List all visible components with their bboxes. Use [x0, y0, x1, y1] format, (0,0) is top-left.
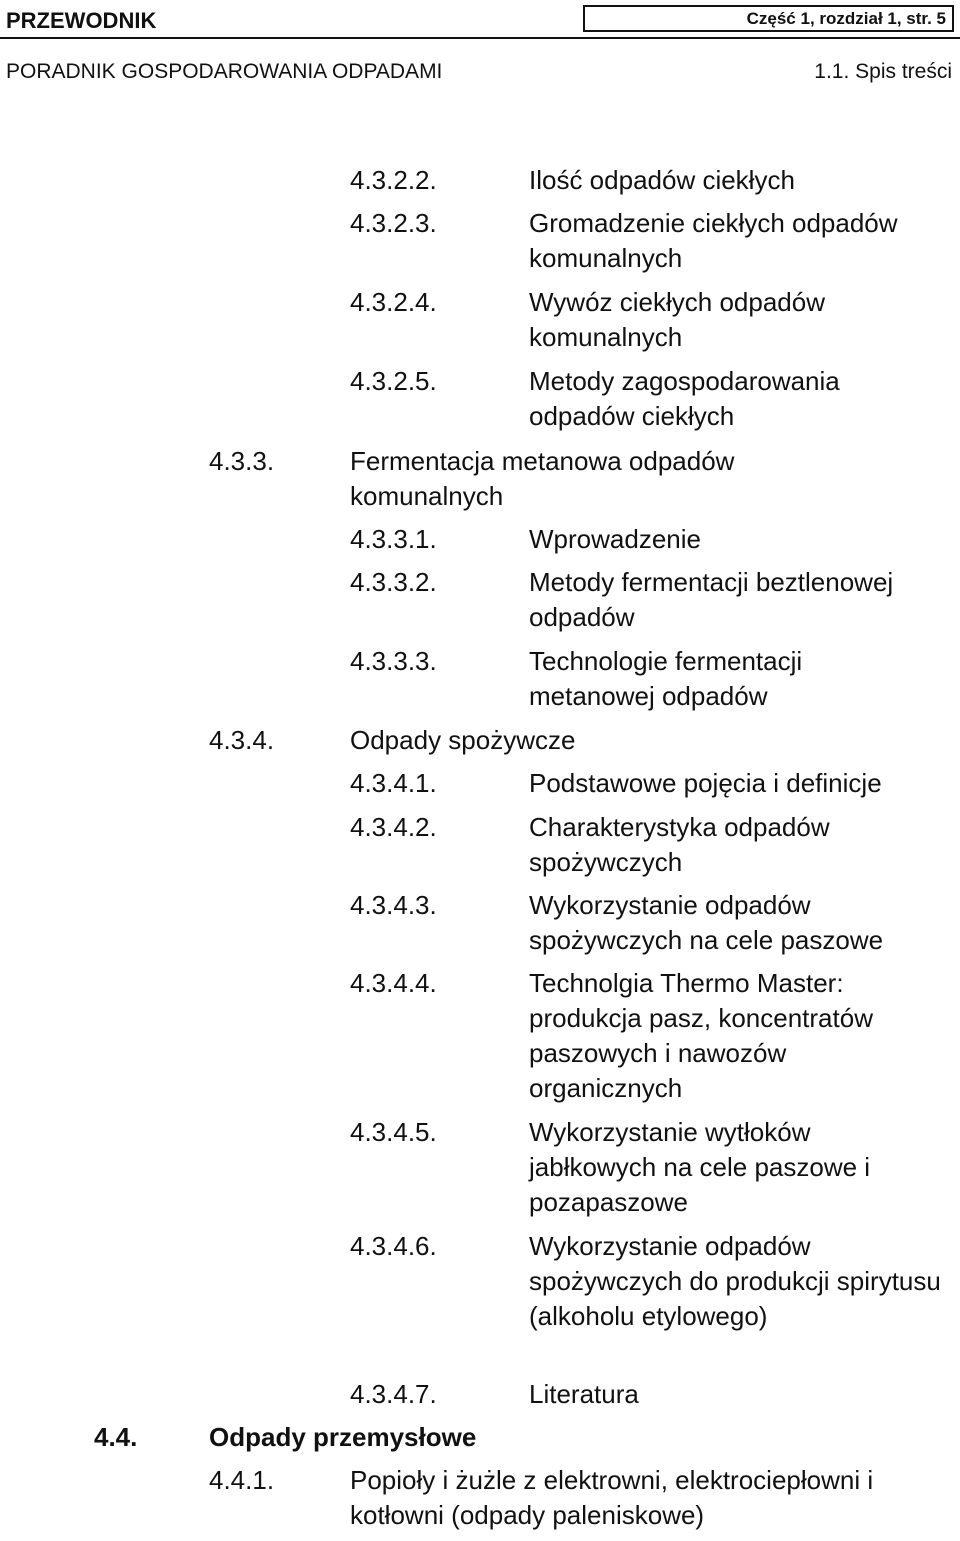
toc-number: 4.3.4.6.: [350, 1231, 437, 1261]
toc-number: 4.3.2.4.: [350, 287, 437, 317]
toc-title: Podstawowe pojęcia i definicje: [529, 768, 882, 798]
table-of-contents: [0, 163, 960, 1541]
toc-title: Metody zagospodarowania odpadów ciekłych: [529, 366, 840, 431]
toc-entry[interactable]: [0, 766, 960, 810]
toc-entry[interactable]: [0, 565, 960, 644]
toc-number: 4.3.4.4.: [350, 968, 437, 998]
toc-number: 4.3.3.3.: [350, 646, 437, 676]
toc-title-text: Fermentacja metanowa odpadów komunalnych: [350, 446, 735, 511]
toc-title: Odpady przemysłowe: [209, 1422, 477, 1452]
toc-number: 4.3.4.: [209, 725, 275, 755]
toc-number: 4.3.4.2.: [350, 812, 437, 842]
section-reference-box: Część 1, rozdział 1, str. 5: [583, 5, 954, 32]
toc-number: 4.3.4.1.: [350, 768, 437, 798]
header-rule: [0, 37, 960, 39]
section-name: 1.1. Spis treści: [814, 60, 952, 83]
toc-entry[interactable]: [0, 723, 960, 766]
toc-number: 4.4.: [94, 1422, 138, 1452]
toc-entry[interactable]: [0, 444, 960, 522]
toc-title: Wywóz ciekłych odpadów komunalnych: [529, 287, 826, 352]
toc-title: Metody fermentacji beztlenowej odpadów: [529, 567, 894, 632]
toc-entry[interactable]: [0, 206, 960, 285]
toc-title: Popioły i żużle z elektrowni, elektrociepłowni i kotłowni (odpady paleniskowe): [350, 1465, 874, 1530]
toc-title: Wykorzystanie odpadów spożywczych na cele paszowe: [529, 890, 884, 955]
toc-title: Wprowadzenie: [529, 524, 701, 554]
toc-title: Wykorzystanie odpadów spożywczych do produkcji spirytusu (alkoholu etylowego): [529, 1231, 941, 1331]
toc-entry[interactable]: [0, 1463, 960, 1541]
toc-title: Technolgia Thermo Master: produkcja pasz, koncentratów paszowych i nawozów organicznych: [529, 968, 873, 1103]
toc-number: 4.4.1.: [209, 1465, 275, 1495]
toc-number: 4.3.4.5.: [350, 1117, 437, 1147]
toc-number: 4.3.3.: [209, 446, 275, 476]
toc-title: Ilość odpadów ciekłych: [529, 165, 795, 195]
toc-number: 4.3.2.5.: [350, 366, 437, 396]
toc-title: Charakterystyka odpadów spożywczych: [529, 812, 830, 877]
toc-title: Wykorzystanie wytłoków jabłkowych na cele paszowe i pozapaszowe: [529, 1117, 871, 1217]
toc-title: Gromadzenie ciekłych odpadów komunalnych: [529, 208, 898, 273]
toc-title: [350, 444, 810, 514]
toc-section-entry[interactable]: [0, 1420, 960, 1463]
toc-entry[interactable]: [0, 1229, 960, 1377]
toc-entry[interactable]: [0, 966, 960, 1115]
toc-entry[interactable]: [0, 810, 960, 888]
toc-number: 4.3.2.2.: [350, 165, 437, 195]
toc-entry[interactable]: [0, 1115, 960, 1229]
header-title: PRZEWODNIK: [6, 8, 157, 33]
toc-title: Odpady spożywcze: [350, 725, 576, 755]
toc-title: Literatura: [529, 1379, 639, 1409]
toc-number: 4.3.4.7.: [350, 1379, 437, 1409]
toc-number: 4.3.3.2.: [350, 567, 437, 597]
toc-entry[interactable]: [0, 163, 960, 206]
toc-entry[interactable]: [0, 285, 960, 364]
toc-entry[interactable]: [0, 1377, 960, 1420]
toc-number: 4.3.4.3.: [350, 890, 437, 920]
toc-title: Technologie fermentacji metanowej odpadów: [529, 646, 803, 711]
toc-number: 4.3.3.1.: [350, 524, 437, 554]
toc-entry[interactable]: [0, 364, 960, 444]
toc-number: 4.3.2.3.: [350, 208, 437, 238]
toc-entry[interactable]: [0, 644, 960, 723]
toc-entry[interactable]: [0, 522, 960, 565]
publication-title: PORADNIK GOSPODAROWANIA ODPADAMI: [6, 60, 443, 83]
toc-entry[interactable]: [0, 888, 960, 966]
